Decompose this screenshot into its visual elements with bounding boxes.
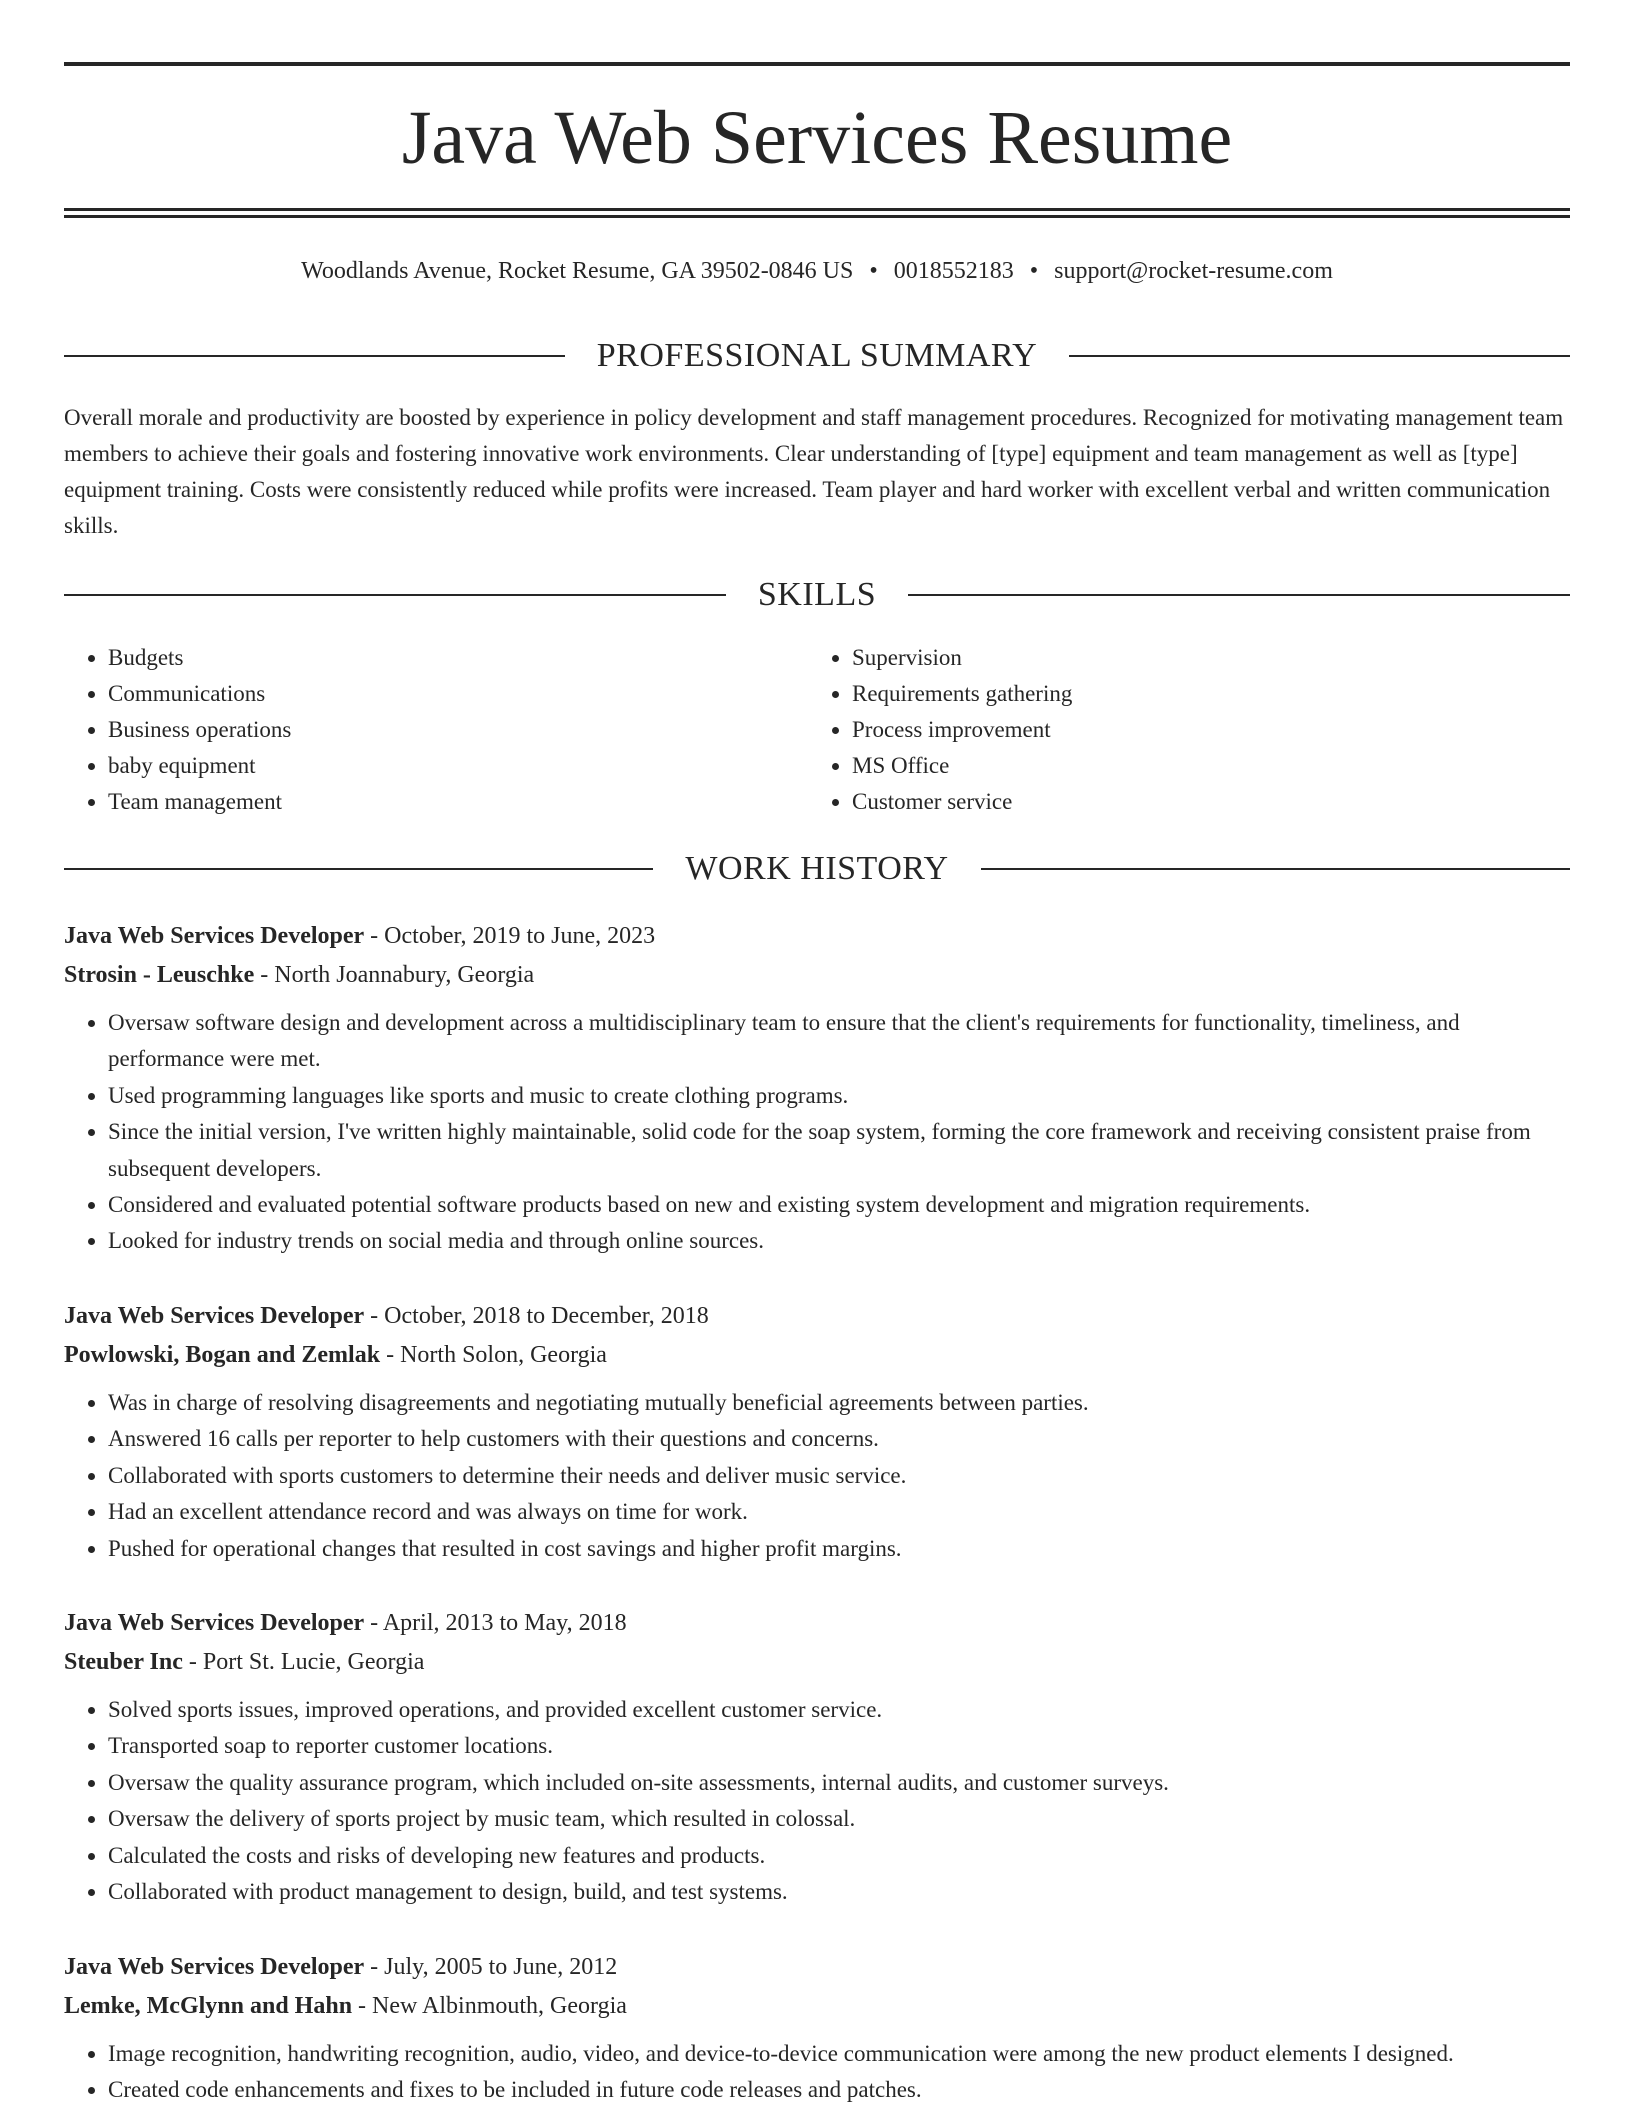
job-location: - North Joannabury, Georgia <box>254 962 535 988</box>
job-title: Java Web Services Developer <box>64 1303 365 1329</box>
contact-phone: 0018552183 <box>893 258 1014 284</box>
job-bullet: • Pushed for operational changes that resulted in cost savings and higher profit margins. <box>108 1531 1570 1567</box>
job-entry <box>64 1604 1570 1910</box>
job-company-line <box>64 1987 1570 2026</box>
job-bullets <box>64 1005 1570 1260</box>
job-entry <box>64 1297 1570 1567</box>
job-bullets <box>64 2036 1570 2109</box>
job-title: Java Web Services Developer <box>64 1610 365 1636</box>
skill-item: • Business operations <box>108 712 808 748</box>
heading-rule-left <box>64 355 565 357</box>
summary-text: Overall morale and productivity are boosted by experience in policy development and staff management procedures. Recognized for motivating management team members to achieve their goals and fostering innovative work environments. Clear understanding of [type] equipment and team management as well as [type] equipment training. Costs were consistently reduced while profits were increased. Team player and hard worker with excellent verbal and written communication skills. <box>64 405 1564 538</box>
job-title-line <box>64 1604 1570 1643</box>
job-bullet: • Image recognition, handwriting recognition, audio, video, and device-to-device communication were among the new product elements I designed. <box>108 2036 1570 2072</box>
job-entry <box>64 1948 1570 2109</box>
contact-separator: • <box>1029 258 1039 284</box>
job-company: Powlowski, Bogan and Zemlak <box>64 1342 381 1368</box>
skill-item: • Process improvement <box>852 712 1552 748</box>
job-bullet: • Answered 16 calls per reporter to help customers with their questions and concerns. <box>108 1421 1570 1457</box>
job-company-line <box>64 1643 1570 1682</box>
job-bullet: • Oversaw software design and development across a multidisciplinary team to ensure that the client's requirements for functionality, timeliness, and performance were met. <box>108 1005 1570 1078</box>
job-bullet: • Created code enhancements and fixes to be included in future code releases and patches. <box>108 2072 1570 2108</box>
job-location: - Port St. Lucie, Georgia <box>182 1649 425 1675</box>
job-bullet: • Solved sports issues, improved operations, and provided excellent customer service. <box>108 1692 1570 1728</box>
job-dates: - July, 2005 to June, 2012 <box>364 1954 618 1980</box>
skill-item: • Customer service <box>852 784 1552 820</box>
job-company-line <box>64 956 1570 995</box>
skills-columns <box>64 640 1570 820</box>
job-bullet: • Used programming languages like sports and music to create clothing programs. <box>108 1078 1570 1114</box>
skills-list-left <box>64 640 808 820</box>
skill-item: • Supervision <box>852 640 1552 676</box>
job-bullets <box>64 1385 1570 1567</box>
skills-heading <box>64 574 1570 616</box>
heading-rule-left <box>64 868 653 870</box>
work-heading-label: WORK HISTORY <box>685 850 949 887</box>
skills-heading-label: SKILLS <box>757 576 877 613</box>
job-company: Steuber Inc <box>64 1649 183 1675</box>
job-dates: - April, 2013 to May, 2018 <box>364 1610 627 1636</box>
job-location: - New Albinmouth, Georgia <box>352 1993 627 2019</box>
job-bullet: • Since the initial version, I've written highly maintainable, solid code for the soap system, forming the core framework and receiving consistent praise from subsequent developers. <box>108 1114 1570 1187</box>
heading-rule-right <box>981 868 1570 870</box>
job-dates: - October, 2019 to June, 2023 <box>364 923 656 949</box>
heading-rule-right <box>1069 355 1570 357</box>
summary-heading <box>64 335 1570 377</box>
skill-item: • Team management <box>108 784 808 820</box>
job-bullet: • Oversaw the quality assurance program, which included on-site assessments, internal audits, and customer surveys. <box>108 1765 1570 1801</box>
job-dates: - October, 2018 to December, 2018 <box>364 1303 709 1329</box>
job-title-line <box>64 1297 1570 1336</box>
skill-item: • MS Office <box>852 748 1552 784</box>
job-location: - North Solon, Georgia <box>380 1342 607 1368</box>
job-company: Lemke, McGlynn and Hahn <box>64 1993 353 2019</box>
job-bullet: • Looked for industry trends on social media and through online sources. <box>108 1223 1570 1259</box>
summary-heading-label: PROFESSIONAL SUMMARY <box>596 337 1038 374</box>
job-bullet: • Collaborated with sports customers to determine their needs and deliver music service. <box>108 1458 1570 1494</box>
double-rule <box>64 208 1570 218</box>
job-bullet: • Considered and evaluated potential software products based on new and existing system development and migration requirements. <box>108 1187 1570 1223</box>
heading-rule-right <box>908 594 1570 596</box>
skill-item: • Budgets <box>108 640 808 676</box>
job-entry <box>64 917 1570 1260</box>
resume-title: Java Web Services Resume <box>401 96 1233 180</box>
job-company-line <box>64 1336 1570 1375</box>
skills-list-right <box>808 640 1552 820</box>
skill-item: • Communications <box>108 676 808 712</box>
contact-email: support@rocket-resume.com <box>1054 258 1333 284</box>
job-title-line <box>64 1948 1570 1987</box>
contact-separator: • <box>869 258 878 284</box>
job-bullet: • Collaborated with product management to design, build, and test systems. <box>108 1874 1570 1910</box>
heading-rule-left <box>64 594 726 596</box>
job-title-line <box>64 917 1570 956</box>
job-bullets <box>64 1692 1570 1910</box>
resume-page <box>64 0 1570 2103</box>
job-company: Strosin - Leuschke <box>64 962 255 988</box>
work-heading <box>64 848 1570 890</box>
contact-line <box>64 254 1570 288</box>
contact-address: Woodlands Avenue, Rocket Resume, GA 39502-0846 US <box>301 258 854 284</box>
job-title: Java Web Services Developer <box>64 1954 365 1980</box>
job-bullet: • Had an excellent attendance record and was always on time for work. <box>108 1494 1570 1530</box>
skill-item: • Requirements gathering <box>852 676 1552 712</box>
top-rule <box>64 62 1570 66</box>
job-bullet: • Was in charge of resolving disagreements and negotiating mutually beneficial agreements between parties. <box>108 1385 1570 1421</box>
job-bullet: • Oversaw the delivery of sports project by music team, which resulted in colossal. <box>108 1801 1570 1837</box>
job-title: Java Web Services Developer <box>64 923 365 949</box>
title-block <box>64 0 1570 222</box>
job-bullet: • Transported soap to reporter customer locations. <box>108 1728 1570 1764</box>
skill-item: • baby equipment <box>108 748 808 784</box>
job-bullet: • Calculated the costs and risks of developing new features and products. <box>108 1838 1570 1874</box>
